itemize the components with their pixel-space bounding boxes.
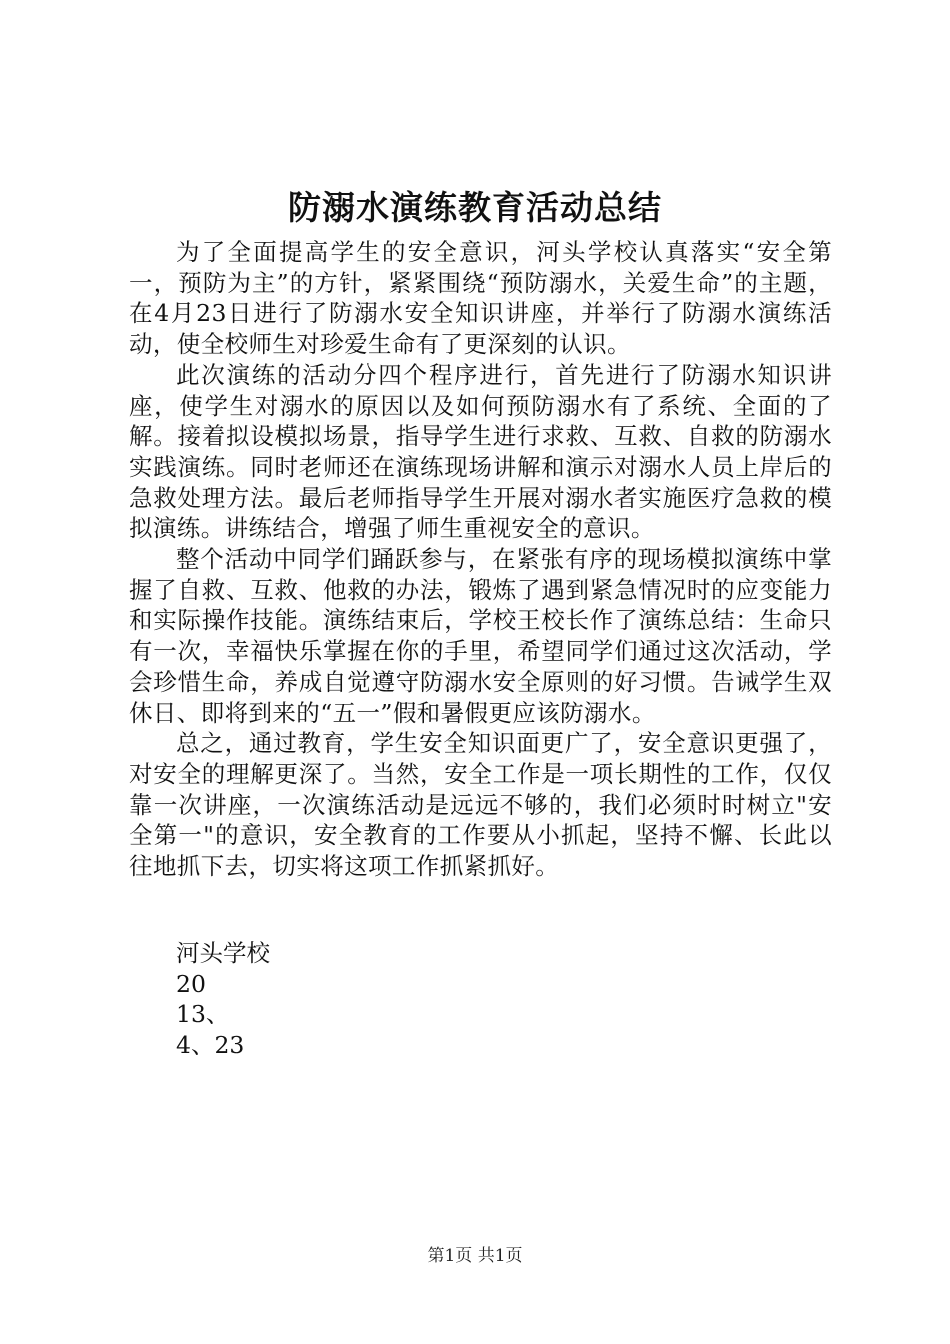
page-footer: 第1页 共1页 <box>427 1246 523 1266</box>
signature-date-line-2: 13、 <box>176 1000 230 1029</box>
paragraph-4: 总之，通过教育，学生安全知识面更广了，安全意识更强了，对安全的理解更深了。当然，安全工作是一项长期性的工作，仅仅靠一次讲座，一次演练活动是远远不够的，我们必须时时树立"安全第一"的意识，安全教育的工作要从小抓起，坚持不懈、长此以往地抓下去，切实将这项工作抓紧抓好。 <box>129 729 832 881</box>
paragraph-3: 整个活动中同学们踊跃参与，在紧张有序的现场模拟演练中掌握了自救、互救、他救的办法，锻炼了遇到紧急情况时的应变能力和实际操作技能。演练结束后，学校王校长作了演练总结：生命只有一次，幸福快乐掌握在你的手里，希望同学们通过这次活动，学会珍惜生命，养成自觉遵守防溺水安全原则的好习惯。告诫学生双休日、即将到来的“五一”假和暑假更应该防溺水。 <box>129 545 832 727</box>
document-title: 防溺水演练教育活动总结 <box>288 188 662 227</box>
signature-date-line-1: 20 <box>176 969 206 998</box>
paragraph-2: 此次演练的活动分四个程序进行，首先进行了防溺水知识讲座，使学生对溺水的原因以及如何预防溺水有了系统、全面的了解。接着拟设模拟场景，指导学生进行求救、互救、自救的防溺水实践演练。同时老师还在演练现场讲解和演示对溺水人员上岸后的急救处理方法。最后老师指导学生开展对溺水者实施医疗急救的模拟演练。讲练结合，增强了师生重视安全的意识。 <box>129 360 832 543</box>
document-body <box>129 237 832 882</box>
paragraph-1: 为了全面提高学生的安全意识，河头学校认真落实“安全第一，预防为主”的方针，紧紧围绕“预防溺水，关爱生命”的主题，在4月23日进行了防溺水安全知识讲座，并举行了防溺水演练活动，使全校师生对珍爱生命有了更深刻的认识。 <box>129 238 832 359</box>
signature-block <box>176 938 270 1061</box>
signature-date-line-3: 4、23 <box>176 1031 245 1060</box>
signature-organization: 河头学校 <box>176 939 270 967</box>
